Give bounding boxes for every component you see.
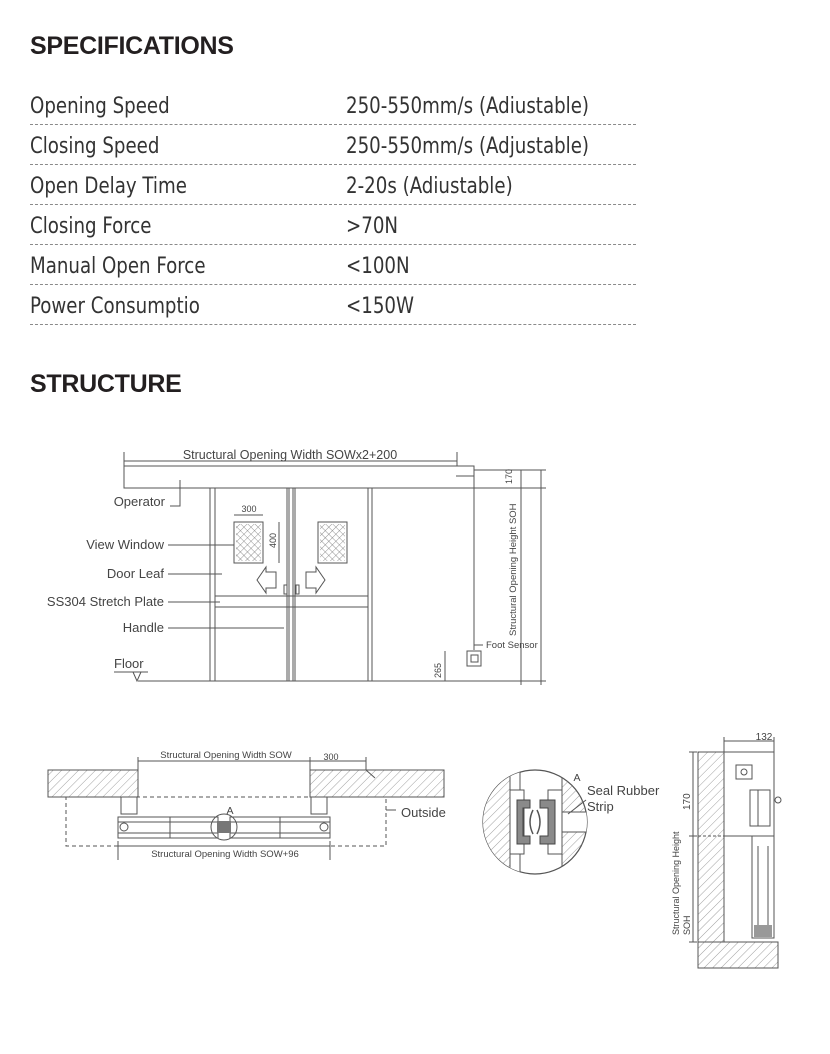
elevation-width-label: Structural Opening Width SOWx2+200 [182,448,398,462]
handle-left [284,585,287,594]
seal-right [540,800,555,844]
seal-label-line1: Seal Rubber [587,783,660,798]
floor-label: Floor [114,656,144,671]
foot-sensor-label: Foot Sensor [486,640,538,651]
spec-value: <150W [346,294,415,319]
structure-heading: STRUCTURE [30,370,182,398]
section-drawing [671,732,781,968]
section-dim-170: 170 [682,793,693,810]
handle-right [296,585,299,594]
plan-bottom-label: Structural Opening Width SOW+96 [151,849,299,860]
plan-dim-300: 300 [323,752,339,762]
detail-point-a: A [573,772,581,784]
spec-value: >70N [346,214,399,239]
section-dim-132: 132 [755,732,773,743]
spec-label: Manual Open Force [30,254,206,279]
outside-label: Outside [401,805,446,820]
window-dim-400: 400 [268,532,278,548]
arrow-right-icon [306,567,325,593]
section-height-line1: Structural Opening Height [671,831,681,935]
wall-right [310,770,444,797]
specifications-heading: SPECIFICATIONS [30,32,234,60]
elevation-drawing [47,448,546,685]
seal-left [517,800,530,844]
handle-label: Handle [122,620,164,635]
window-dim-300: 300 [241,504,257,514]
elevation-dim-265: 265 [433,662,443,678]
plan-drawing [48,750,446,860]
plan-point-a: A [226,805,234,817]
operator-leader [170,480,180,506]
section-height-line2: SOH [682,915,692,935]
operator-label: Operator [113,494,165,509]
foot-sensor-box [467,651,481,666]
spec-value: 250-550mm/s (Adjustable) [346,134,590,159]
elevation-height-label: Structural Opening Height SOH [508,503,519,636]
spec-label: Closing Speed [30,134,160,159]
spec-value: 250-550mm/s (Adiustable) [346,94,590,119]
view-window-label: View Window [86,537,164,552]
spec-label: Power Consumptio [30,294,200,319]
elevation-dim-170: 170 [504,468,514,484]
plan-width-label: Structural Opening Width SOW [160,750,292,761]
section-leaf [752,836,774,938]
section-wall [698,752,724,942]
spec-value: <100N [346,254,410,279]
detail-a-drawing [480,770,660,880]
arrow-left-icon [257,567,276,593]
spec-label: Opening Speed [30,94,170,119]
door-leaf-label: Door Leaf [106,566,164,581]
operator-header [124,466,474,488]
spec-label: Open Delay Time [30,174,187,199]
spec-label: Closing Force [30,214,152,239]
wall-left [48,770,138,797]
plan-leaf-left [118,817,218,838]
spec-value: 2-20s (Adiustable) [346,174,513,199]
stretch-plate-label: SS304 Stretch Plate [46,594,164,609]
seal-label-line2: Strip [587,799,614,814]
section-floor [698,942,778,968]
